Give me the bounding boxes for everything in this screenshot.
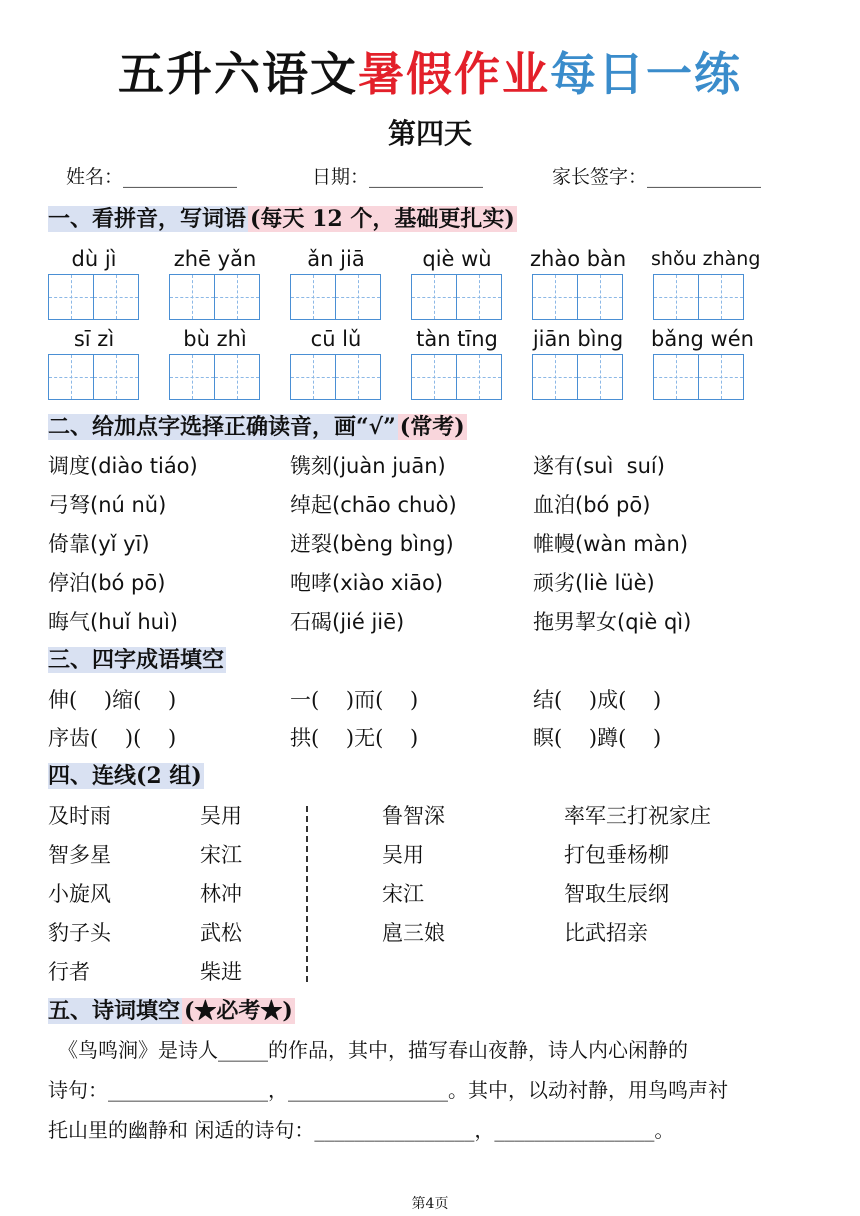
idiom-blank[interactable]: 序齿( )( ) (48, 726, 177, 750)
nickname-item[interactable]: 智多星 (48, 843, 111, 867)
section-5-title: 五、诗词填空 (48, 998, 181, 1024)
reading-item: 血泊(bó pō) (533, 493, 651, 517)
story-item[interactable]: 打包垂杨柳 (564, 843, 669, 867)
writing-box[interactable] (532, 354, 624, 400)
reading-item: 顽劣(liè lüè) (533, 571, 655, 595)
nickname-item[interactable]: 行者 (48, 960, 90, 984)
pinyin-item: dù jì (71, 247, 117, 271)
pinyin-item: ǎn jiā (307, 247, 365, 271)
character-item[interactable]: 宋江 (200, 843, 242, 867)
writing-box[interactable] (653, 354, 745, 400)
pinyin-item: shǒu zhàng (651, 248, 761, 270)
writing-box[interactable] (411, 354, 503, 400)
idiom-blank[interactable]: 瞑( )蹲( ) (533, 726, 662, 750)
section-5-highlight: (★必考★) (184, 998, 293, 1024)
section-5-header (48, 994, 295, 1028)
section-4-title: 四、连线(2 组) (48, 763, 202, 789)
group-divider (306, 806, 308, 982)
reading-item: 倚靠(yǐ yī) (48, 532, 150, 556)
nickname-item[interactable]: 豹子头 (48, 921, 111, 945)
reading-item: 拖男挈女(qiè qì) (533, 610, 692, 634)
pinyin-item: bù zhì (183, 327, 247, 351)
pinyin-item: qiè wù (422, 247, 492, 271)
pinyin-row-1 (46, 246, 786, 272)
idiom-blank[interactable]: 一( )而( ) (290, 688, 419, 712)
story-item[interactable]: 智取生辰纲 (564, 882, 669, 906)
pinyin-item: zhē yǎn (173, 247, 257, 271)
nickname-item[interactable]: 及时雨 (48, 804, 111, 828)
section-2-title: 二、给加点字选择正确读音，画“√” (48, 414, 396, 440)
name-field: 姓名：____________ (66, 166, 238, 188)
pinyin-item: bǎng wén (651, 327, 754, 351)
reading-item: 晦气(huǐ huì) (48, 610, 178, 634)
section-3-header (48, 643, 226, 677)
title-part-daily: 每日一练 (550, 47, 742, 101)
section-1-highlight: (每天 12 个，基础更扎实) (250, 206, 515, 232)
writing-box[interactable] (290, 354, 382, 400)
section-3-title: 三、四字成语填空 (48, 647, 225, 673)
section-1-header (48, 202, 517, 236)
writing-boxes-row-2 (48, 354, 788, 400)
poem-line-3[interactable]: 托山里的幽静和 闲适的诗句：________________，________________。 (48, 1118, 675, 1142)
character-item[interactable]: 林冲 (200, 882, 242, 906)
writing-box[interactable] (411, 274, 503, 320)
writing-box[interactable] (653, 274, 745, 320)
pinyin-row-2 (46, 326, 786, 352)
character-item[interactable]: 吴用 (382, 843, 424, 867)
reading-item: 遂有(suì suí) (533, 454, 665, 478)
pinyin-item: sī zì (73, 327, 115, 351)
section-1-title: 一、看拼音，写词语 (48, 206, 247, 232)
idiom-blank[interactable]: 结( )成( ) (533, 688, 662, 712)
writing-box[interactable] (169, 354, 261, 400)
reading-item: 咆哮(xiào xiāo) (290, 571, 444, 595)
writing-box[interactable] (169, 274, 261, 320)
reading-item: 停泊(bó pō) (48, 571, 166, 595)
reading-item: 弓弩(nú nǔ) (48, 493, 167, 517)
story-item[interactable]: 率军三打祝家庄 (564, 804, 711, 828)
nickname-item[interactable]: 小旋风 (48, 882, 111, 906)
writing-box[interactable] (290, 274, 382, 320)
reading-item: 镌刻(juàn juān) (290, 454, 446, 478)
reading-item: 帷幔(wàn màn) (533, 532, 689, 556)
character-item[interactable]: 柴进 (200, 960, 242, 984)
section-4-header (48, 759, 204, 793)
character-item[interactable]: 宋江 (382, 882, 424, 906)
page-number: 第4页 (411, 1196, 449, 1212)
character-item[interactable]: 吴用 (200, 804, 242, 828)
reading-item: 迸裂(bèng bìng) (290, 532, 454, 556)
reading-item: 调度(diào tiáo) (48, 454, 198, 478)
section-2-highlight: (常考) (399, 414, 465, 440)
reading-item: 石碣(jié jiē) (290, 610, 405, 634)
character-item[interactable]: 鲁智深 (382, 804, 445, 828)
title-part-grade: 五升六语文 (118, 47, 358, 101)
pinyin-item: tàn tīng (416, 327, 498, 351)
pinyin-item: jiān bìng (532, 327, 624, 351)
page-title (0, 44, 860, 104)
section-2-header (48, 410, 467, 444)
idiom-blank[interactable]: 伸( )缩( ) (48, 688, 177, 712)
title-part-homework: 暑假作业 (358, 47, 550, 101)
writing-box[interactable] (48, 274, 140, 320)
parent-sign-field: 家长签字：____________ (552, 166, 762, 188)
reading-item: 绰起(chāo chuò) (290, 493, 457, 517)
poem-line-2[interactable]: 诗句：________________，________________。其中，以动衬静，用鸟鸣声衬 (48, 1078, 728, 1102)
poem-line-1[interactable]: 《鸟鸣涧》是诗人_____的作品，其中，描写春山夜静，诗人内心闲静的 (48, 1038, 688, 1062)
date-field: 日期：____________ (312, 166, 484, 188)
pinyin-item: zhào bàn (530, 247, 627, 271)
writing-box[interactable] (532, 274, 624, 320)
writing-box[interactable] (48, 354, 140, 400)
story-item[interactable]: 比武招亲 (564, 921, 648, 945)
poem-fill-text (48, 1030, 818, 1150)
idiom-blank[interactable]: 拱( )无( ) (290, 726, 419, 750)
character-item[interactable]: 扈三娘 (382, 921, 445, 945)
info-row (66, 162, 806, 192)
day-label: 第四天 (387, 117, 472, 150)
pinyin-item: cū lǔ (310, 327, 362, 351)
character-item[interactable]: 武松 (200, 921, 242, 945)
writing-boxes-row-1 (48, 274, 788, 320)
